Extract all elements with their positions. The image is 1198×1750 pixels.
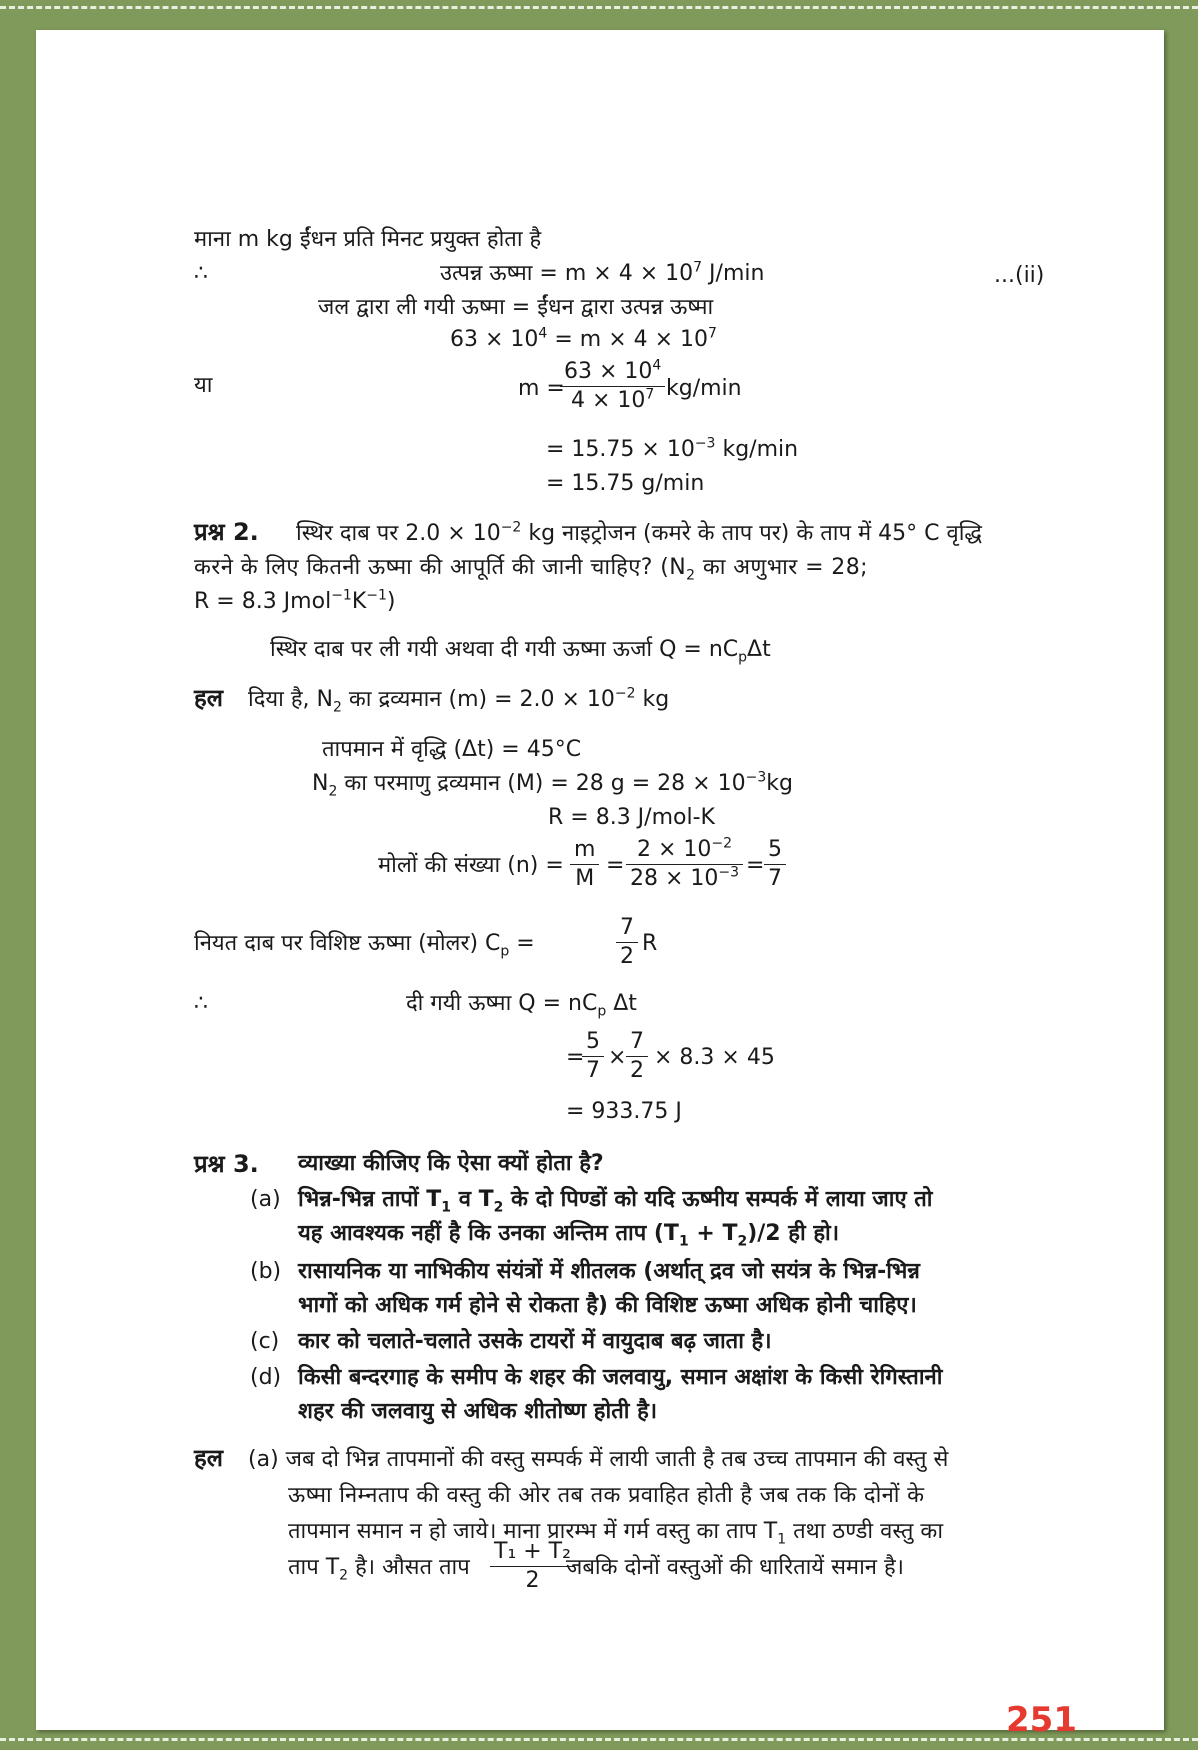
line-heat-balance: जल द्वारा ली गयी ऊष्मा = ईंधन द्वारा उत्पन्न ऊष्मा: [318, 295, 714, 320]
solution-3-line4: ताप $T_2$ है। औसत ताप: [288, 1555, 470, 1584]
solution-3-line1: (a) जब दो भिन्न तापमानों की वस्तु सम्पर्क में लायी जाती है तब उच्च तापमान की वस्तु से: [248, 1447, 949, 1472]
question-2-line2: करने के लिए कितनी ऊष्मा की आपूर्ति की जानी चाहिए? ($N_2$ का अणुभार = 28;: [194, 555, 868, 584]
solution-3-line3: तापमान समान न हो जाये। माना प्रारम्भ में गर्म वस्तु का ताप $T_1$ तथा ठण्डी वस्तु का: [288, 1519, 944, 1548]
question-3-text: व्याख्या कीजिए कि ऐसा क्यों होता है?: [298, 1151, 604, 1176]
line-result2: = 15.75 g/min: [546, 471, 705, 496]
fraction-5-7: $\frac{5}{7}$: [764, 836, 786, 893]
fraction-7-2-b: $\frac{7}{2}$: [626, 1028, 648, 1085]
product-rest: × 8.3 × 45: [654, 1045, 775, 1070]
line-assume: माना m kg ईंधन प्रति मिनट प्रयुक्त होता है: [194, 227, 542, 252]
part-a-line2: यह आवश्यक नहीं है कि उनका अन्तिम ताप $(T_1 + T_2)/2$ ही हो।: [298, 1221, 840, 1250]
page-number: 251: [1006, 1700, 1077, 1740]
part-c-line1: कार को चलाते-चलाते उसके टायरों में वायुदाब बढ़ जाता है।: [298, 1329, 772, 1354]
fraction-m: $\frac{63 \times 10^4}{4 \times 10^7}$: [560, 358, 665, 415]
top-border: [0, 6, 1198, 9]
line-equation: $63 \times 10^4 = m \times 4 \times 10^7$: [450, 325, 717, 352]
part-d-label: (d): [250, 1365, 282, 1390]
solution-2-label: हल: [194, 684, 224, 712]
part-a-line1: भिन्न-भिन्न तापों $T_1$ व $T_2$ के दो पिण्डों को यदि ऊष्मीय सम्पर्क में लाया जाए तो: [298, 1187, 933, 1216]
solution-3-line4-end: जबकि दोनों वस्तुओं की धारितायें समान है।: [566, 1555, 905, 1580]
question-2-line1: स्थिर दाब पर $2.0 \times 10^{-2}$ kg नाइट्रोजन (कमरे के ताप पर) के ताप में 45° C वृद्धि: [296, 519, 982, 546]
symbol-r: R: [642, 931, 658, 956]
given-r: R = 8.3 J/mol-K: [548, 805, 715, 830]
part-b-label: (b): [250, 1259, 282, 1284]
part-b-line1: रासायनिक या नाभिकीय संयंत्रों में शीतलक (अर्थात् द्रव जो सयंत्र के भिन्न-भिन्न: [298, 1259, 920, 1284]
question-3-label: प्रश्न 3.: [194, 1150, 259, 1178]
equals-3: =: [566, 1045, 585, 1070]
label-ya: या: [194, 373, 213, 398]
specific-heat-label: नियत दाब पर विशिष्ट ऊष्मा (मोलर) $C_p$ =: [194, 931, 535, 960]
final-answer: = 933.75 J: [566, 1099, 682, 1124]
part-d-line2: शहर की जलवायु से अधिक शीतोष्ण होती है।: [298, 1399, 658, 1424]
unit-kg-min: kg/min: [666, 376, 742, 401]
page: [36, 30, 1164, 1740]
therefore-symbol-2: ∴: [194, 991, 208, 1016]
heat-given-line: दी गयी ऊष्मा $Q = nC_p$ Δt: [406, 991, 637, 1020]
part-d-line1: किसी बन्दरगाह के समीप के शहर की जलवायु, समान अक्षांश के किसी रेगिस्तानी: [298, 1365, 943, 1390]
solution-3-line2: ऊष्मा निम्नताप की वस्तु की ओर तब तक प्रवाहित होती है जब तक कि दोनों के: [288, 1483, 925, 1508]
question-2-line3: R = 8.3 $Jmol^{-1}K^{-1}$): [194, 587, 396, 614]
formula-intro: स्थिर दाब पर ली गयी अथवा दी गयी ऊष्मा ऊर्जा $Q = nC_p\Delta t$: [270, 637, 771, 666]
fraction-average-temp: $\frac{\text{T₁ + T₂}}{2}$: [490, 1538, 575, 1595]
m-equals: m =: [518, 376, 565, 401]
part-c-label: (c): [250, 1329, 280, 1354]
fraction-moles: $\frac{2 \times 10^{-2}}{28 \times 10^{-3}}$: [626, 836, 743, 893]
equals-1: =: [606, 853, 625, 878]
solution-3-label: हल: [194, 1444, 224, 1472]
fraction-7-2: $\frac{7}{2}$: [616, 914, 638, 971]
line-heat-produced: उत्पन्न ऊष्मा = $m \times 4 \times 10^7$ J/min: [440, 259, 765, 286]
equation-tag: ...(ii): [994, 263, 1045, 288]
fraction-m-over-M: $\frac{m}{M}$: [570, 836, 599, 893]
line-result1: = $15.75 \times 10^{-3}$ kg/min: [546, 435, 799, 462]
times-symbol: ×: [608, 1045, 627, 1070]
moles-label: मोलों की संख्या (n) =: [378, 853, 564, 878]
therefore-symbol: ∴: [194, 261, 208, 286]
given-mass: दिया है, $N_2$ का द्रव्यमान $(m) = 2.0 \times 10^{-2}$ kg: [248, 685, 670, 716]
part-a-label: (a): [250, 1187, 281, 1212]
given-temp-rise: तापमान में वृद्धि (Δt) = 45°C: [322, 737, 582, 762]
question-2-label: प्रश्न 2.: [194, 518, 259, 546]
given-molar-mass: $N_2$ का परमाणु द्रव्यमान (M) = 28 $g = 28 \times 10^{-3}kg$: [312, 769, 793, 800]
equals-2: =: [746, 853, 765, 878]
fraction-5-7-b: $\frac{5}{7}$: [582, 1028, 604, 1085]
part-b-line2: भागों को अधिक गर्म होने से रोकता है) की विशिष्ट ऊष्मा अधिक होनी चाहिए।: [298, 1293, 917, 1318]
